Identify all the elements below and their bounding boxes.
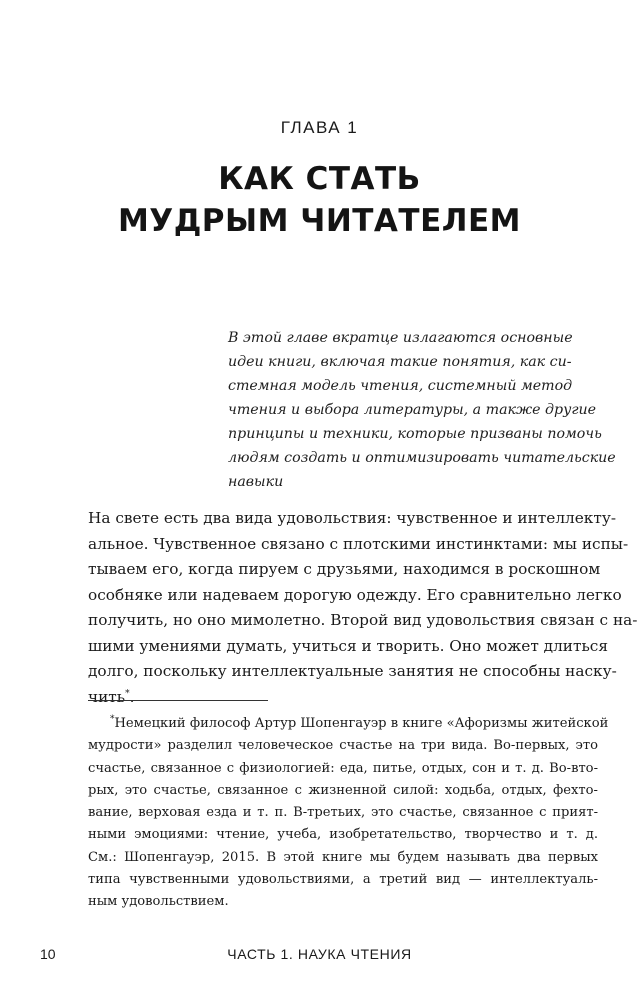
abstract-line: стемная модель чтения, системный метод [228, 378, 573, 394]
footnote-line: мудрости» разделил человеческое счастье на три вида. Во-первых, это [88, 738, 598, 754]
body-line: чить [88, 687, 126, 706]
body-line: На свете есть два вида удовольствия: чувственное и интеллекту- [88, 509, 617, 527]
footnote-line: счастье, связанное с физиологией: еда, питье, отдых, сон и т. д. Во-вто- [88, 760, 598, 776]
footnote-first-line [88, 713, 609, 735]
chapter-title-line: КАК СТАТЬ [218, 161, 421, 197]
chapter-abstract [228, 326, 616, 494]
footnote [88, 713, 609, 914]
abstract-line: чтения и выбора литературы, а также другие [228, 402, 597, 418]
footnote-line: вание, верховая езда и т. п. В-третьих, это счастье, связанное с прият- [88, 805, 598, 821]
chapter-title-line: МУДРЫМ ЧИТАТЕЛЕМ [117, 203, 522, 239]
body-line: получить, но оно мимолетно. Второй вид удовольствия связан с на- [88, 611, 638, 629]
footnote-line: типа чувственными удовольствиями, а третий вид — интеллектуаль- [88, 872, 598, 888]
chapter-label: ГЛАВА 1 [280, 118, 359, 137]
abstract-line: людям создать и оптимизировать читательские [228, 450, 616, 466]
footnote-mark: * [110, 714, 115, 725]
footnote-line: рых, это счастье, связанное с жизненной силой: ходьба, отдых, фехто- [88, 782, 598, 798]
body-paragraph [88, 506, 638, 710]
abstract-line: В этой главе вкратце излагаются основные [228, 330, 573, 346]
body-line: особняке или надеваем дорогую одежду. Его сравнительно легко [88, 585, 622, 604]
footnote-line: См.: Шопенгауэр, 2015. В этой книге мы будем называть два первых [88, 849, 598, 865]
page-number: 10 [40, 946, 56, 962]
footnote-line: ным удовольствием. [88, 894, 229, 910]
body-line: шими умениями думать, учиться и творить. Оно может длиться [88, 636, 609, 655]
body-line: тываем его, когда пируем с друзьями, находимся в роскошном [88, 560, 601, 578]
body-line: долго, поскольку интеллектуальные занятия не способны наску- [88, 662, 617, 680]
footnote-line: Немецкий философ Артур Шопенгауэр в книге «Афоризмы житейской [114, 716, 609, 731]
footnote-reference[interactable]: * [125, 688, 130, 699]
body-last-line: чить*. [88, 687, 135, 706]
running-head: ЧАСТЬ 1. НАУКА ЧТЕНИЯ [227, 946, 412, 962]
body-line: альное. Чувственное связано с плотскими инстинктами: мы испы- [88, 534, 629, 553]
abstract-line: идеи книги, включая такие понятия, как си- [228, 354, 572, 370]
abstract-line: навыки [228, 474, 284, 490]
footnote-divider [88, 700, 268, 701]
footnote-line: ными эмоциями: чтение, учеба, изобретательство, творчество и т. д. [88, 827, 598, 843]
abstract-line: принципы и техники, которые призваны помочь [228, 426, 602, 442]
chapter-title [0, 158, 639, 242]
